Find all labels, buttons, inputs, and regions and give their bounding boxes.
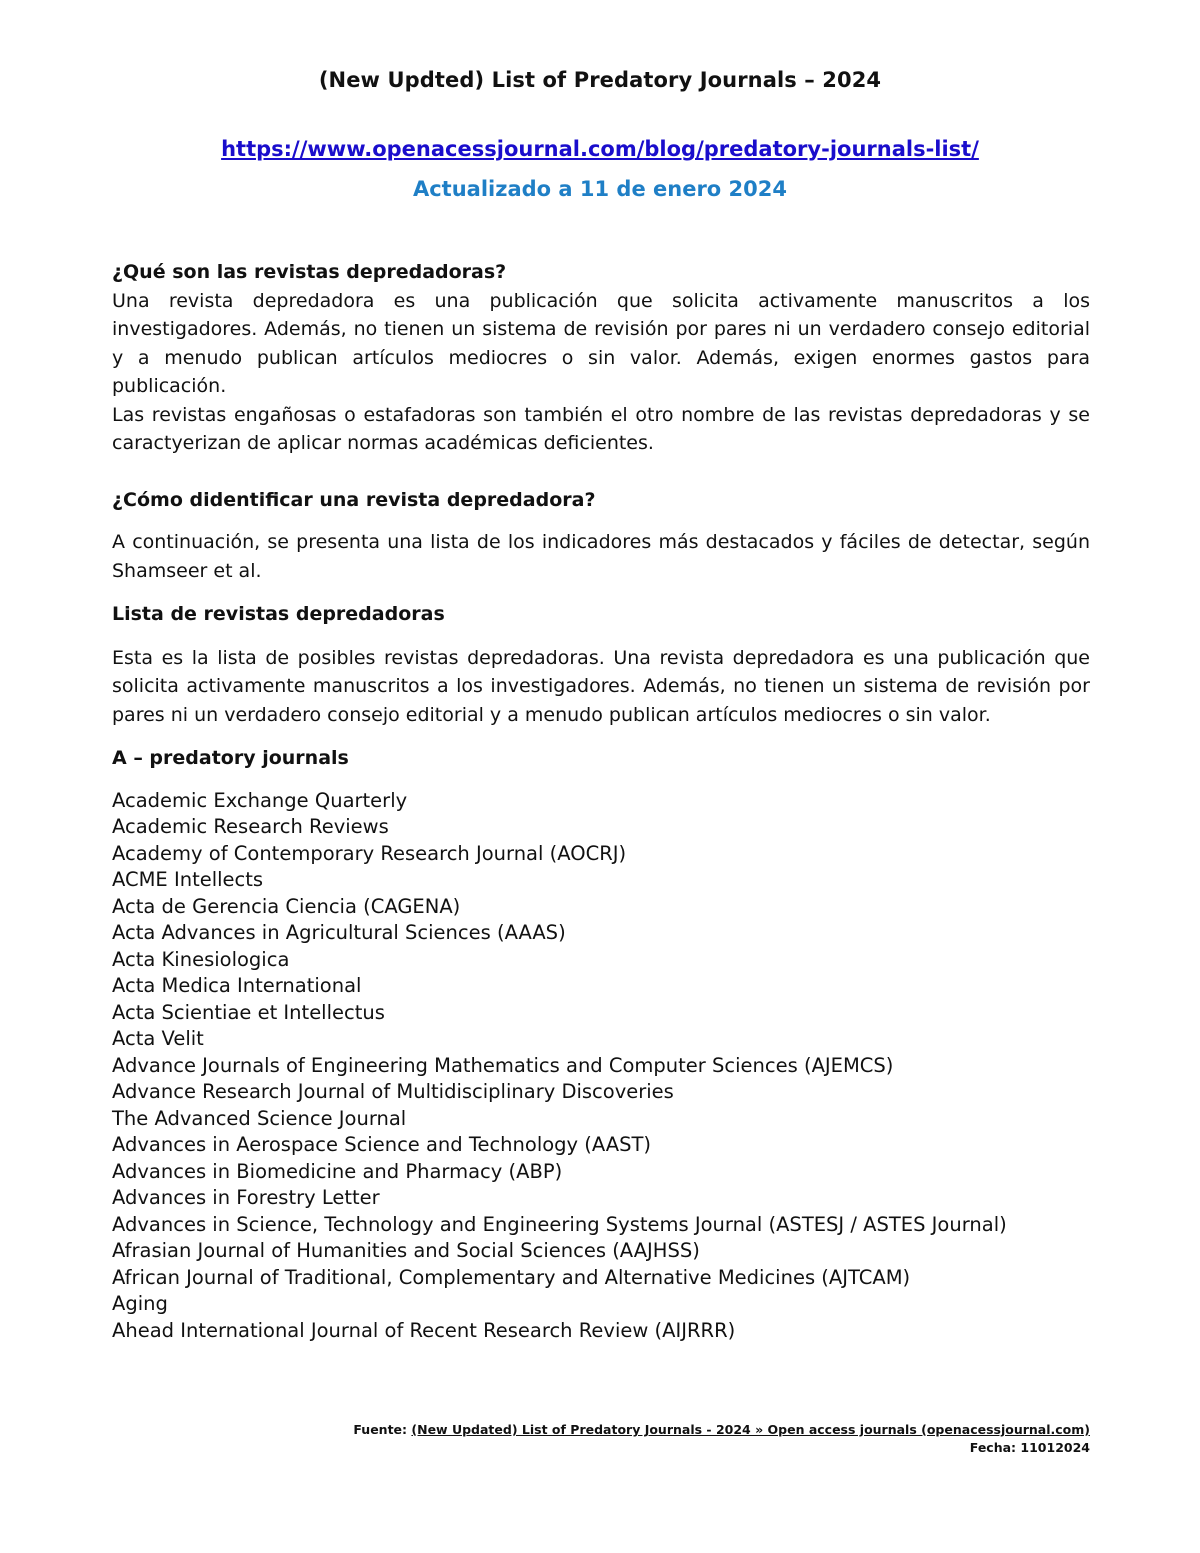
journal-list	[112, 788, 1090, 1345]
journal-list-item: Academic Exchange Quarterly	[112, 788, 408, 812]
paragraph-what-2: Las revistas engañosas o estafadoras son también el otro nombre de las revistas depredadoras y se caractyerizan de aplicar normas académicas deficientes.	[112, 403, 1090, 454]
footer-source-link[interactable]: (New Updated) List of Predatory Journals - 2024 » Open access journals (openacessjournal.com)	[411, 1422, 1090, 1437]
section-heading-how: ¿Cómo didentificar una revista depredadora?	[112, 488, 596, 511]
journal-list-item: Acta Kinesiologica	[112, 947, 290, 971]
journal-list-item: Acta Medica International	[112, 974, 362, 997]
main-content	[112, 258, 1090, 1344]
section-heading-a: A – predatory journals	[112, 747, 349, 769]
journal-list-item: Acta Scientiae et Intellectus	[112, 1000, 385, 1024]
paragraph-list-1: Esta es la lista de posibles revistas depredadoras. Una revista depredadora es una publicación que solicita activamente manuscritos a los investigadores. Además, no tienen un sistema de revisión por pares ni un verdadero consejo editorial y a menudo publican artículos mediocres o sin valor.	[112, 646, 1090, 726]
section-heading-what: ¿Qué son las revistas depredadoras?	[112, 261, 507, 283]
footer-date-label: Fecha:	[969, 1440, 1017, 1455]
journal-list-item: Afrasian Journal of Humanities and Social Sciences (AAJHSS)	[112, 1239, 700, 1262]
journal-list-item: Acta Velit	[112, 1027, 204, 1050]
journal-list-item: Advances in Forestry Letter	[112, 1186, 380, 1209]
journal-list-item: Academic Research Reviews	[112, 815, 389, 838]
journal-list-item: Aging	[112, 1292, 168, 1315]
footer-source-label: Fuente:	[353, 1422, 408, 1437]
journal-list-item: Advances in Aerospace Science and Technology (AAST)	[112, 1133, 652, 1156]
updated-date: Actualizado a 11 de enero 2024	[412, 177, 787, 201]
journal-list-item: The Advanced Science Journal	[112, 1106, 407, 1130]
journal-list-item: ACME Intellects	[112, 868, 264, 891]
footer-date	[353, 1439, 1090, 1457]
journal-list-item: Ahead International Journal of Recent Research Review (AIJRRR)	[112, 1318, 736, 1342]
paragraph-what-1: Una revista depredadora es una publicación que solicita activamente manuscritos a los investigadores. Además, no tienen un sistema de revisión por pares ni un verdadero consejo editorial y a menudo publican artículos mediocres o sin valor. Además, exigen enormes gastos para publicación.	[112, 289, 1090, 397]
paragraph-how-1: A continuación, se presenta una lista de los indicadores más destacados y fáciles de detectar, según Shamseer et al.	[112, 531, 1090, 582]
journal-list-item: Acta Advances in Agricultural Sciences (AAAS)	[112, 921, 566, 944]
footer-source	[353, 1421, 1090, 1439]
page-title: (New Updted) List of Predatory Journals – 2024	[318, 68, 882, 92]
journal-list-item: Advances in Science, Technology and Engineering Systems Journal (ASTESJ / ASTES Journal)	[112, 1212, 1007, 1236]
footer-date-value: 11012024	[1020, 1440, 1090, 1455]
journal-list-item: Advance Journals of Engineering Mathematics and Computer Sciences (AJEMCS)	[112, 1053, 894, 1077]
journal-list-item: Acta de Gerencia Ciencia (CAGENA)	[112, 894, 461, 918]
journal-list-item: Advance Research Journal of Multidisciplinary Discoveries	[112, 1080, 674, 1103]
section-heading-list: Lista de revistas depredadoras	[112, 603, 445, 625]
journal-list-item: Academy of Contemporary Research Journal (AOCRJ)	[112, 841, 627, 865]
source-url-link[interactable]: https://www.openacessjournal.com/blog/predatory-journals-list/	[221, 137, 979, 161]
journal-list-item: Advances in Biomedicine and Pharmacy (ABP)	[112, 1159, 563, 1183]
footer	[353, 1421, 1090, 1457]
journal-list-item: African Journal of Traditional, Complementary and Alternative Medicines (AJTCAM)	[112, 1265, 911, 1289]
